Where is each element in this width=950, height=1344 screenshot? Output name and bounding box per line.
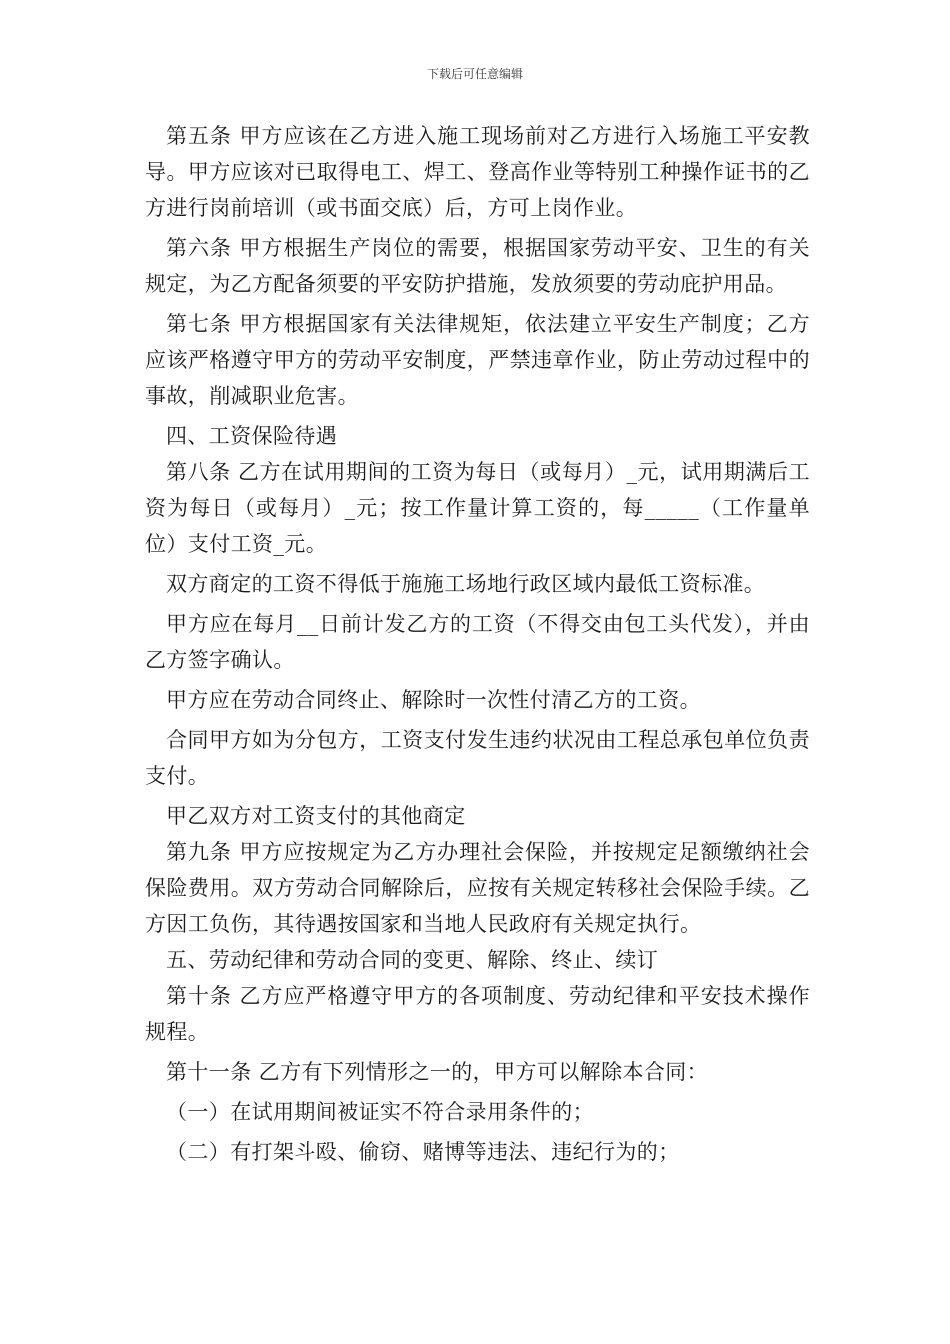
paragraph-article-7: 第七条 甲方根据国家有关法律规矩，依法建立平安生产制度；乙方应该严格遵守甲方的劳动平安制度，严禁违章作业，防止劳动过程中的事故，削减职业危害。	[145, 312, 810, 408]
paragraph-article-9: 第九条 甲方应按规定为乙方办理社会保险，并按规定足额缴纳社会保险费用。双方劳动合同解除后，应按有关规定转移社会保险手续。乙方因工负伤，其待遇按国家和当地人民政府有关规定执行。	[145, 840, 810, 936]
paragraph-final-payment: 甲方应在劳动合同终止、解除时一次性付清乙方的工资。	[166, 688, 701, 712]
paragraph-subcontractor: 合同甲方如为分包方，工资支付发生违约状况由工程总承包单位负责支付。	[145, 728, 810, 788]
paragraph-other-agreements: 甲乙双方对工资支付的其他商定	[166, 804, 466, 828]
paragraph-article-10: 第十条 乙方应严格遵守甲方的各项制度、劳动纪律和平安技术操作规程。	[145, 984, 810, 1044]
paragraph-monthly-payment: 甲方应在每月__日前计发乙方的工资（不得交由包工头代发），并由乙方签字确认。	[145, 612, 810, 672]
paragraph-minimum-wage: 双方商定的工资不得低于施施工场地行政区域内最低工资标准。	[166, 572, 766, 596]
paragraph-article-8: 第八条 乙方在试用期间的工资为每日（或每月）_元，试用期满后工资为每日（或每月）_元；按工作量计算工资的，每_____（工作量单位）支付工资_元。	[145, 460, 810, 556]
section-heading-wages: 四、工资保险待遇	[166, 424, 338, 448]
section-heading-discipline: 五、劳动纪律和劳动合同的变更、解除、终止、续订	[166, 948, 659, 972]
paragraph-article-5: 第五条 甲方应该在乙方进入施工现场前对乙方进行入场施工平安教导。甲方应该对已取得电工、焊工、登高作业等特别工种操作证书的乙方进行岗前培训（或书面交底）后，方可上岗作业。	[145, 124, 810, 220]
header-note: 下载后可任意编辑	[426, 67, 523, 81]
document-body	[145, 118, 810, 1174]
list-item-2: （二）有打架斗殴、偷窃、赌博等违法、违纪行为的；	[166, 1140, 680, 1164]
list-item-1: （一）在试用期间被证实不符合录用条件的；	[166, 1100, 594, 1124]
paragraph-article-6: 第六条 甲方根据生产岗位的需要，根据国家劳动平安、卫生的有关规定，为乙方配备须要的平安防护措施，发放须要的劳动庇护用品。	[145, 236, 810, 296]
paragraph-article-11: 第十一条 乙方有下列情形之一的，甲方可以解除本合同：	[166, 1060, 709, 1084]
